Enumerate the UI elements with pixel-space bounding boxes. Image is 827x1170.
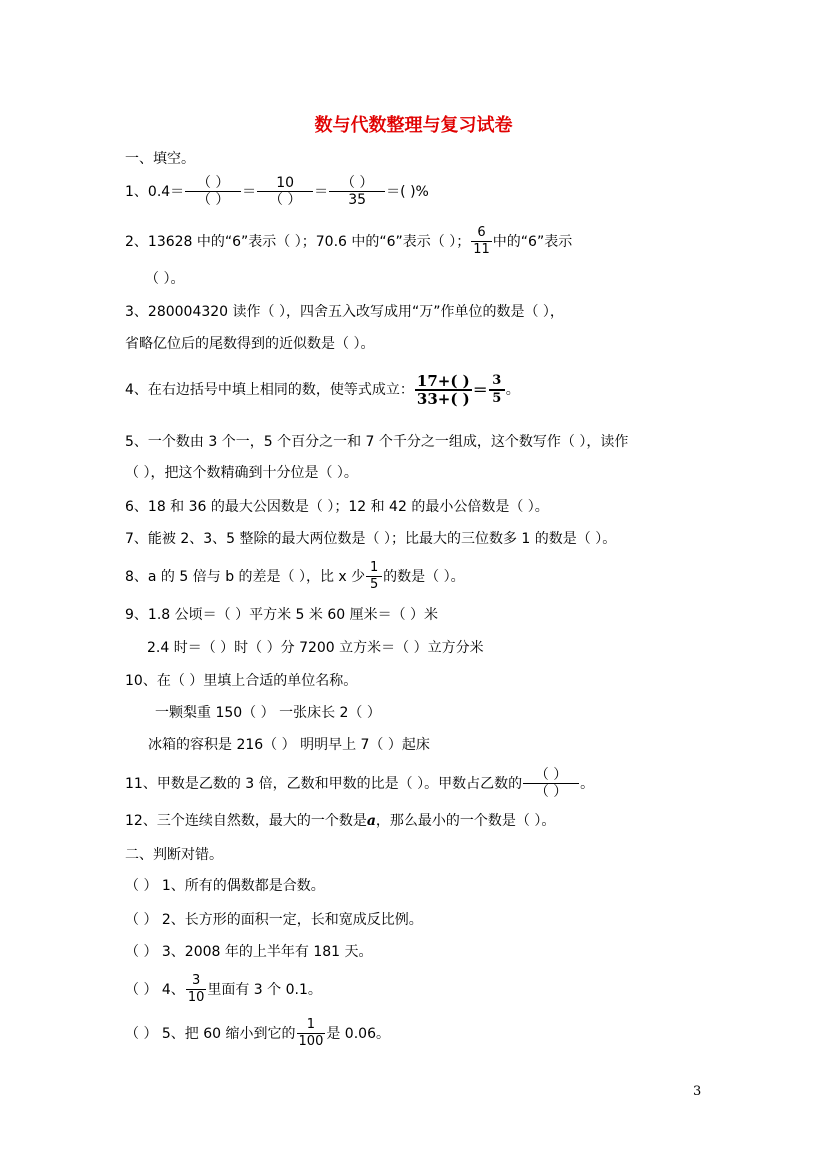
q8-suffix: 的数是（ ）。 [383, 568, 465, 585]
q4-fraction-1: $\frac{17+( )}{33+( )}$ [416, 372, 470, 408]
j4-suffix: 里面有 3 个 0.1。 [207, 981, 322, 998]
j5-suffix: 是 0.06。 [326, 1025, 390, 1042]
question-4: 4、在右边括号中填上相同的数，使等式成立： $\frac{17+( )}{33+( )}$ ＝ $\frac{3}{5}$ 。 [125, 372, 520, 408]
question-6: 6、18 和 36 的最大公因数是（ ）；12 和 42 的最小公倍数是（ ）。 [125, 499, 549, 515]
question-8 [125, 560, 465, 593]
j4-fraction: $\frac{3}{10}$ [187, 973, 205, 1005]
judgment-5 [125, 1017, 390, 1050]
q1-fraction-3: $\frac{( )}{35}$ [329, 175, 385, 208]
judgment-2: （ ） 2、长方形的面积一定，长和宽成反比例。 [125, 912, 423, 928]
question-11: 11、甲数是乙数的 3 倍，乙数和甲数的比是（ ）。甲数占乙数的 $\frac{( )}{( )}$ 。 [125, 767, 595, 800]
q2-part1: 2、13628 中的“6”表示（ ）；70.6 中的“6”表示（ ）； [125, 233, 471, 250]
q11-fraction: $\frac{( )}{( )}$ [523, 767, 579, 800]
q1-fraction-1: $\frac{( )}{( )}$ [185, 175, 241, 208]
q1-prefix: 1、0.4＝ [125, 183, 185, 200]
section-heading-true-false: 二、判断对错。 [125, 847, 223, 863]
q1-suffix: ＝( )% [386, 183, 429, 200]
judgment-4 [125, 973, 322, 1006]
page-number: 3 [693, 1084, 702, 1099]
question-9-line2: 2.4 时＝（ ）时（ ）分 7200 立方米＝（ ）立方分米 [147, 640, 484, 656]
j5-prefix: （ ） 5、把 60 缩小到它的 [125, 1025, 296, 1042]
q2-fraction: $\frac{6}{11}$ [473, 225, 490, 257]
question-5-line1: 5、一个数由 3 个一，5 个百分之一和 7 个千分之一组成，这个数写作（ ），读作 [125, 434, 629, 450]
judgment-1: （ ） 1、所有的偶数都是合数。 [125, 878, 325, 894]
question-7: 7、能被 2、3、5 整除的最大两位数是（ ）；比最大的三位数多 1 的数是（ ）。 [125, 531, 617, 547]
q12-prefix: 12、三个连续自然数，最大的一个数是 [125, 813, 367, 829]
j5-fraction: $\frac{1}{100}$ [298, 1017, 324, 1049]
question-3-line2: 省略亿位后的尾数得到的近似数是（ ）。 [125, 336, 375, 352]
question-2 [125, 225, 572, 258]
q12-suffix: ，那么最小的一个数是（ ）。 [375, 813, 556, 829]
question-2-line2: （ ）。 [145, 271, 185, 287]
question-10-line3: 冰箱的容积是 216（ ） 明明早上 7（ ）起床 [148, 737, 430, 753]
section-heading-fill-in: 一、填空。 [125, 151, 195, 167]
j4-prefix: （ ） 4、 [125, 981, 185, 998]
question-9-line1: 9、1.8 公顷＝（ ）平方米 5 米 60 厘米＝（ ）米 [125, 607, 439, 623]
question-10-line2: 一颗梨重 150（ ） 一张床长 2（ ） [155, 705, 381, 721]
q11-prefix: 11、甲数是乙数的 3 倍，乙数和甲数的比是（ ）。甲数占乙数的 [125, 775, 523, 792]
question-3-line1: 3、280004320 读作（ ），四舍五入改写成用“万”作单位的数是（ ）， [125, 304, 564, 320]
q8-prefix: 8、a 的 5 倍与 b 的差是（ ），比 x 少 [125, 568, 366, 585]
q8-fraction: $\frac{1}{5}$ [366, 560, 382, 593]
judgment-3: （ ） 3、2008 年的上半年有 181 天。 [125, 944, 373, 960]
question-5-line2: （ ），把这个数精确到十分位是（ ）。 [125, 465, 358, 481]
question-12 [125, 812, 555, 830]
page-title: 数与代数整理与复习试卷 [314, 115, 513, 136]
q4-fraction-2: $\frac{3}{5}$ [489, 373, 505, 407]
q4-prefix: 4、在右边括号中填上相同的数，使等式成立： [125, 382, 414, 398]
q2-part2: 中的“6”表示 [492, 233, 573, 250]
q12-variable: a [366, 813, 376, 829]
question-10-line1: 10、在（ ）里填上合适的单位名称。 [125, 673, 358, 689]
q1-fraction-2: $\frac{10}{( )}$ [257, 175, 313, 208]
question-1: 1、0.4＝ $\frac{( )}{( )}$ ＝ $\frac{10}{( )}$ ＝ $\frac{( )}{35}$ ＝( )% [125, 175, 429, 208]
